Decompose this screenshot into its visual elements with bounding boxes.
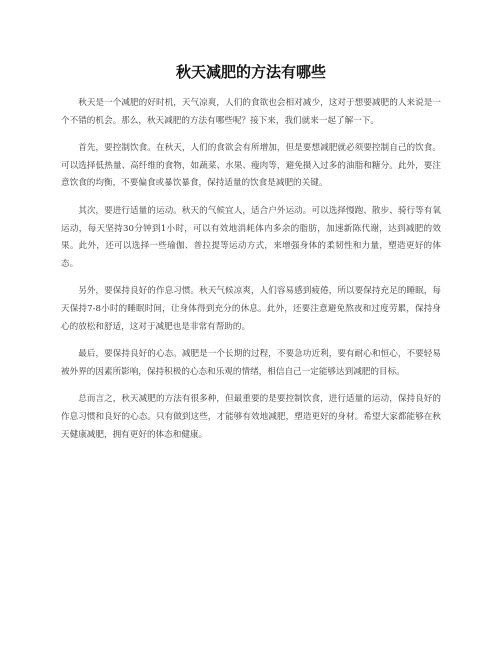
document-body [61, 95, 441, 454]
paragraph-conclusion: 总而言之，秋天减肥的方法有很多种，但最重要的是要控制饮食，进行适量的运动，保持良好的作息习惯和良好的心态。只有做到这些，才能够有效地减肥，塑造更好的身材。希望大家都能够在秋天健康减肥，拥有更好的体态和健康。 [61, 394, 441, 440]
paragraph-exercise: 其次，要进行适量的运动。秋天的气候宜人，适合户外运动。可以选择慢跑、散步、骑行等有氧运动，每天坚持30分钟到1小时，可以有效地消耗体内多余的脂肪，加速新陈代谢，达到减肥的效果。此外，还可以选择一些瑜伽、普拉提等运动方式，来增强身体的柔韧性和力量，塑造更好的体态。 [61, 205, 441, 269]
document-title: 秋天减肥的方法有哪些 [175, 63, 326, 81]
paragraph-diet: 首先，要控制饮食。在秋天，人们的食欲会有所增加，但是要想减肥就必须要控制自己的饮食。可以选择低热量、高纤维的食物，如蔬菜、水果、瘦肉等，避免摄入过多的油脂和糖分。此外，要注意饮食的均衡，不要偏食或暴饮暴食，保持适量的饮食是减肥的关键。 [61, 143, 441, 189]
paragraph-sleep: 另外，要保持良好的作息习惯。秋天气候凉爽，人们容易感到疲倦，所以要保持充足的睡眠，每天保持7-8小时的睡眠时间，让身体得到充分的休息。此外，还要注意避免熬夜和过度劳累，保持身心的放松和舒适，这对于减肥也是非常有帮助的。 [61, 286, 441, 332]
paragraph-mindset: 最后，要保持良好的心态。减肥是一个长期的过程，不要急功近利，要有耐心和恒心，不要轻易被外界的因素所影响，保持积极的心态和乐观的情绪，相信自己一定能够达到减肥的目标。 [61, 349, 441, 377]
paragraph-intro: 秋天是一个减肥的好时机，天气凉爽，人们的食欲也会相对减少，这对于想要减肥的人来说是一个不错的机会。那么，秋天减肥的方法有哪些呢？接下来，我们就来一起了解一下。 [61, 98, 441, 126]
